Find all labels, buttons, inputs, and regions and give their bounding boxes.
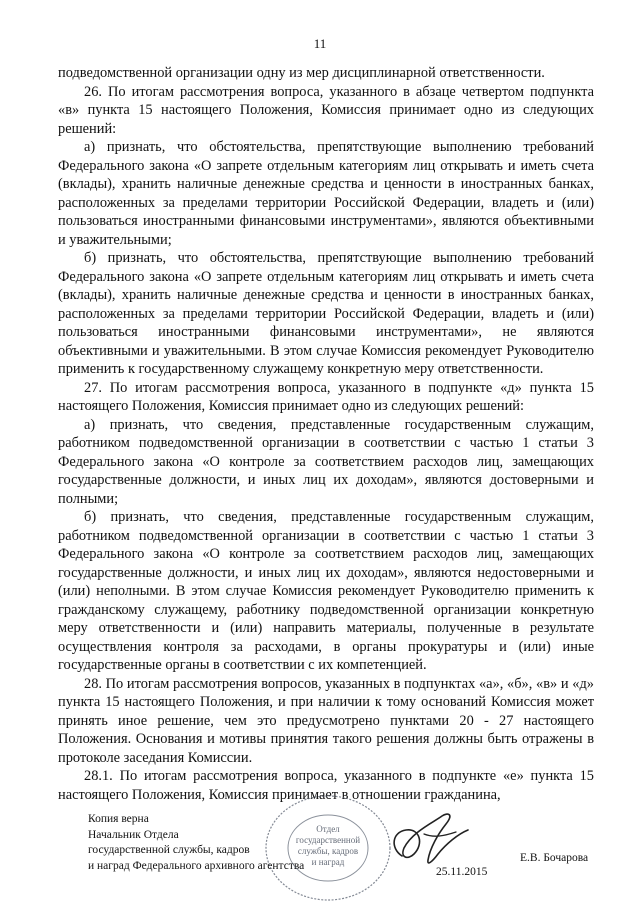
- official-stamp: [258, 790, 398, 906]
- certification-footer: [0, 808, 640, 905]
- stamp-line-1: Отдел: [316, 824, 340, 834]
- stamp-line-3: службы, кадров: [297, 846, 359, 856]
- paragraph: а) признать, что обстоятельства, препятствующие выполнению требований Федерального закона «О запрете отдельным категориям лиц открывать и иметь счета (вклады), хранить наличные денежные средства и ценности в иностранных банках, расположенных за пределами территории Российской Федерации, владеть и (или) пользоваться иностранными финансовыми инструментами», являются объективными и уважительными;: [58, 139, 594, 248]
- signature-icon: [384, 804, 474, 874]
- paragraph: подведомственной организации одну из мер дисциплинарной ответственности.: [58, 65, 545, 81]
- paragraph: а) признать, что сведения, представленные государственным служащим, работником подведомственной организации в соответствии с частью 1 статьи 3 Федерального закона «О контроле за соответствием расходов лиц, замещающих государственные должности, и иных лиц их доходам», являются достоверными и полными;: [58, 416, 594, 507]
- certification-line: Начальник Отдела: [88, 828, 179, 841]
- certification-date: 25.11.2015: [436, 866, 488, 878]
- paragraph: 28. По итогам рассмотрения вопросов, указанных в подпунктах «а», «б», «в» и «д» пункта 15 настоящего Положения, и при наличии к тому оснований Комиссия может принять иное решение, чем это предусмотрено пунктами 20 - 27 настоящего Положения. Основания и мотивы принятия такого решения должны быть отражены в протоколе заседания Комиссии.: [58, 675, 594, 766]
- paragraph: б) признать, что обстоятельства, препятствующие выполнению требований Федерального закона «О запрете отдельным категориям лиц открывать и иметь счета (вклады), хранить наличные денежные средства и ценности в иностранных банках, расположенных за пределами территории Российской Федерации, владеть и (или) пользоваться иностранными финансовыми инструментами», не являются объективными и уважительными. В этом случае Комиссия рекомендует Руководителю применить к государственному служащему конкретную меру ответственности.: [58, 250, 594, 377]
- stamp-line-4: и наград: [311, 857, 345, 867]
- paragraph: б) признать, что сведения, представленные государственным служащим, работником подведомственной организации в соответствии с частью 1 статьи 3 Федерального закона «О контроле за соответствием расходов лиц, замещающих государственные должности, и иных лиц их доходам», являются недостоверными и (или) неполными. В этом случае Комиссия рекомендует Руководителю применить к гражданскому служащему, работнику подведомственной организации конкретную меру ответственности и (или) направить материалы, полученные в результате осуществления контроля за расходами, в органы прокуратуры и (или) иные государственные органы в соответствии с их компетенцией.: [58, 509, 594, 673]
- page-number: 11: [313, 36, 327, 51]
- document-body: [58, 64, 594, 804]
- paragraph: 28.1. По итогам рассмотрения вопроса, указанного в подпункте «е» пункта 15 настоящего Положения, Комиссия принимает в отношении гражданина,: [58, 768, 594, 803]
- paragraph: 26. По итогам рассмотрения вопроса, указанного в абзаце четвертом подпункта «в» пункта 15 настоящего Положения, Комиссия принимает одно из следующих решений:: [58, 83, 594, 137]
- paragraph: 27. По итогам рассмотрения вопроса, указанного в подпункте «д» пункта 15 настоящего Положения, Комиссия принимает одно из следующих решений:: [58, 379, 594, 414]
- certification-line: государственной службы, кадров: [88, 844, 250, 856]
- signer-name: Е.В. Бочарова: [520, 852, 589, 864]
- stamp-line-2: государственной: [295, 835, 361, 845]
- certification-line: и наград Федерального архивного агентства: [88, 859, 305, 872]
- certification-line: Копия верна: [88, 813, 149, 825]
